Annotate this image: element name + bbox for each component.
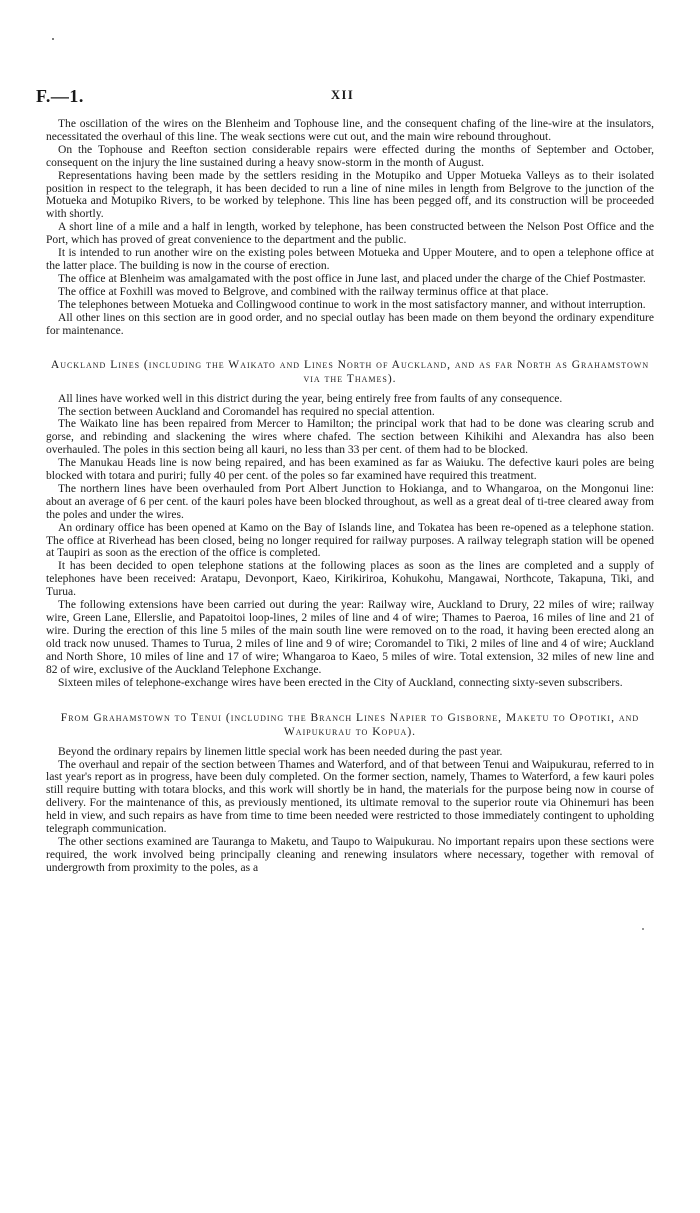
section-heading-grahamstown-to-tenui: From Grahamstown to Tenui (including the Branch Lines Napier to Gisborne, Maketu to Opotiki, and Waipukurau to Kopua).: [60, 712, 640, 739]
paragraph: An ordinary office has been opened at Kamo on the Bay of Islands line, and Tokatea has been re-opened as a telephone station. The office at Riverhead has been closed, being no longer required for railway purposes. A railway telegraph station will be opened at Taupiri as soon as the erection of the office is completed.: [46, 521, 654, 560]
paragraph: The following extensions have been carried out during the year: Railway wire, Auckland to Drury, 22 miles of wire; railway wire, Green Lane, Ellerslie, and Papatoitoi loop-lines, 2 miles of line and 4 of wire; Thames to Paeroa, 16 miles of line and 21 of wire. During the erection of this line 5 miles of the main south line were removed on to the road, it having been erected along an old track now unused. Thames to Turua, 2 miles of line and 9 of wire; Coromandel to Tiki, 2 miles of line and 4 of wire; Auckland and North Shore, 10 miles of line and 17 of wire; Whangaroa to Kaeo, 5 miles of wire. Total extension, 32 miles of new line and 82 of wire, exclusive of the Auckland Telephone Exchange.: [46, 599, 654, 676]
paragraph: On the Tophouse and Reefton section considerable repairs were effected during the months of September and October, consequent on the injury the line sustained during a heavy snow-storm in the month of August.: [46, 143, 654, 169]
paragraph: Sixteen miles of telephone-exchange wires have been erected in the City of Auckland, connecting sixty-seven subscribers.: [58, 676, 623, 689]
paragraph: All lines have worked well in this district during the year, being entirely free from faults of any consequence.: [58, 392, 563, 405]
page-speck: [642, 928, 644, 930]
document-page: [36, 0, 654, 874]
paragraph: Representations having been made by the settlers residing in the Motupiko and Upper Motueka Valleys as to their isolated position in respect to the telegraph, it has been decided to run a line of nine miles in length from Belgrove to the junction of the Motueka and Motupiko Rivers, to be worked by telephone. This line has been pegged off, and its construction will be proceeded with shortly.: [46, 169, 654, 221]
paragraph: The office at Blenheim was amalgamated with the post office in June last, and placed under the charge of the Chief Postmaster.: [58, 272, 646, 285]
paragraph: The office at Foxhill was moved to Belgrove, and combined with the railway terminus office at that place.: [58, 285, 549, 298]
section-nelson-lines: [46, 118, 654, 337]
paragraph: It has been decided to open telephone stations at the following places as soon as the lines are completed and a supply of telephones have been received: Aratapu, Devonport, Kaeo, Kirikiriroa, Kohukohu, Mangawai, Northcote, Takapuna, Tiki, and Turua.: [46, 560, 654, 599]
paragraph: The Waikato line has been repaired from Mercer to Hamilton; the principal work that had to be done was clearing scrub and gorse, and rebinding and slackening the wires where chafed. The section between Kihikihi and Alexandra has also been overhauled. The poles in this section being all kauri, no less than 33 per cent. of them had to be blocked.: [46, 418, 654, 457]
paragraph: The telephones between Motueka and Collingwood continue to work in the most satisfactory manner, and without interruption.: [58, 298, 646, 311]
body-text: [46, 118, 654, 875]
paragraph: Beyond the ordinary repairs by linemen little special work has been needed during the past year.: [58, 745, 503, 758]
section-heading-auckland-lines: Auckland Lines (including the Waikato and Lines North of Auckland, and as far North as Grahamstown via the Thames).: [50, 359, 650, 385]
page-number: XII: [331, 88, 355, 102]
paragraph: All other lines on this section are in good order, and no special outlay has been made on them beyond the ordinary expenditure for maintenance.: [46, 311, 654, 337]
document-code: F.—1.: [36, 86, 84, 106]
paragraph: A short line of a mile and a half in length, worked by telephone, has been constructed between the Nelson Post Office and the Port, which has proved of great convenience to the department and the public.: [46, 221, 654, 247]
page-header: [36, 0, 654, 110]
section-grahamstown-to-tenui: [46, 746, 654, 875]
paragraph: The northern lines have been overhauled from Port Albert Junction to Hokianga, and to Whangaroa, on the Mongonui line: about an average of 6 per cent. of the kauri poles have been blocked throughout, as well as a great deal of ti-tree cleared away from the poles and under the wires.: [46, 482, 654, 521]
paragraph: The other sections examined are Tauranga to Maketu, and Taupo to Waipukurau. No important repairs upon these sections were required, the work involved being principally cleaning and renewing insulators where necessary, together with removal of undergrowth from proximity to the poles, as a: [46, 835, 654, 874]
paragraph: It is intended to run another wire on the existing poles between Motueka and Upper Moutere, and to open a telephone office at the latter place. The building is now in the course of erection.: [46, 247, 654, 272]
paragraph: The oscillation of the wires on the Blenheim and Tophouse line, and the consequent chafing of the line-wire at the insulators, necessitated the overhaul of this line. The weak sections were cut out, and the main wire rebound throughout.: [46, 118, 654, 143]
section-auckland-lines: [46, 393, 654, 690]
paragraph: The section between Auckland and Coromandel has required no special attention.: [58, 405, 435, 418]
paragraph: The Manukau Heads line is now being repaired, and has been examined as far as Waiuku. The defective kauri poles are being blocked with totara and puriri; fully 40 per cent. of the poles so far examined have required this treatment.: [46, 457, 654, 483]
paragraph: The overhaul and repair of the section between Thames and Waterford, and of that between Tenui and Waipukurau, referred to in last year's report as in progress, have been duly completed. On the former section, namely, Thames to Waterford, a few kauri poles still require butting with totara blocks, and this work will shortly be in hand, the materials for the purpose being now in course of delivery. For the maintenance of this, as previously mentioned, its ultimate removal to the superior route via Ohinemuri has been held in view, and such repairs as have from time to time been needed were restricted to those immediately contingent to upholding telegraph communication.: [46, 758, 654, 836]
